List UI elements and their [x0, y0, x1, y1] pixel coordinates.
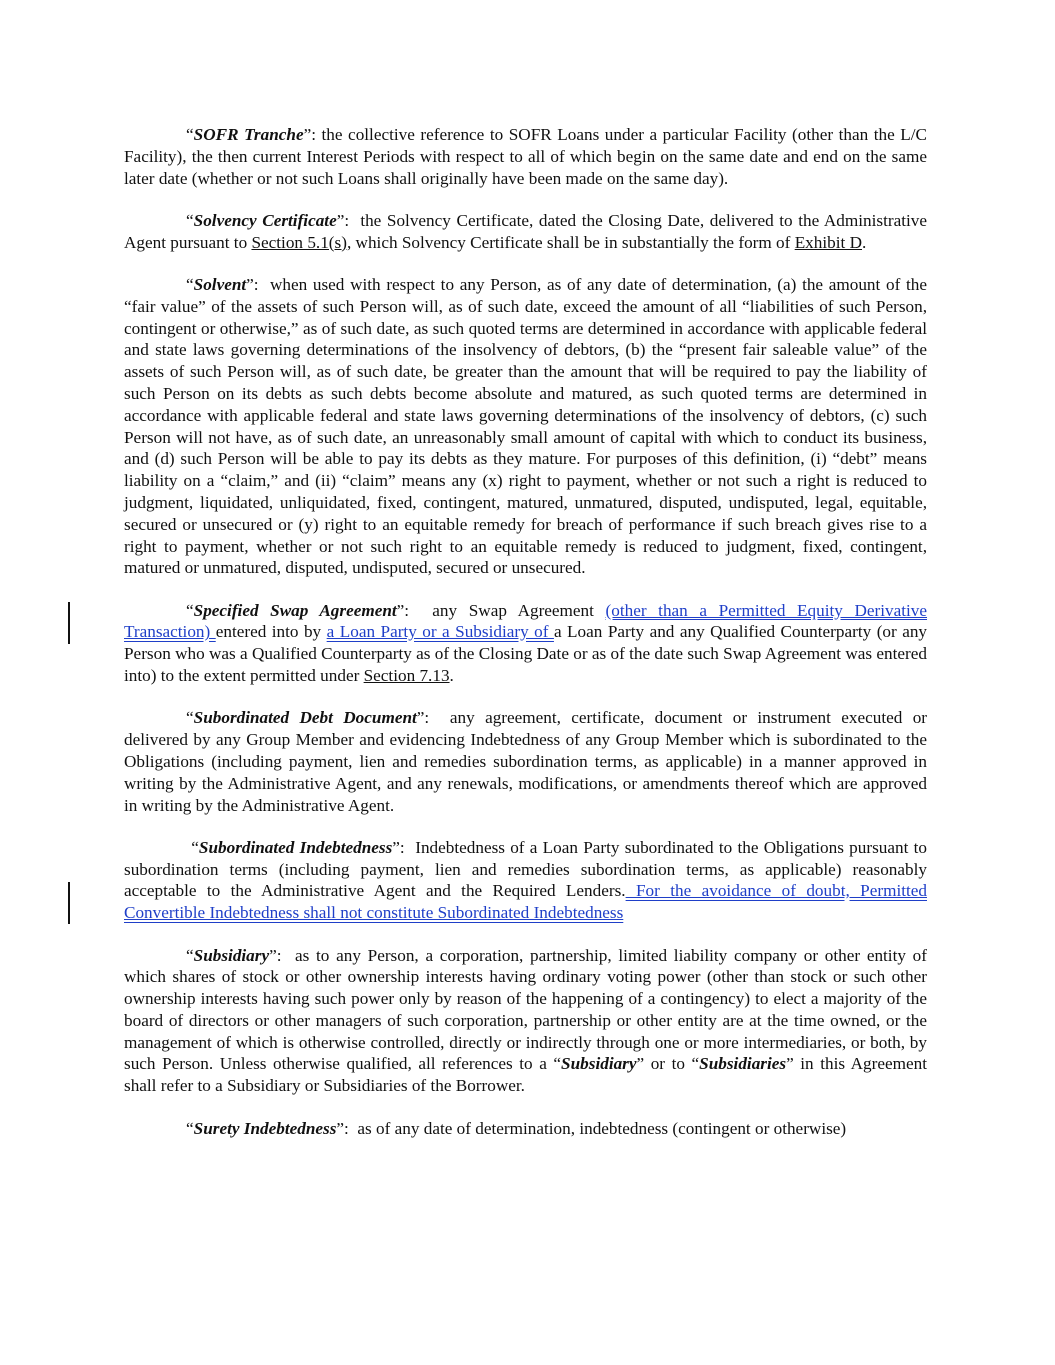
definition-text: when used with respect to any Person, as of any date of determination, (a) the amount of the “fair value” of the assets of such Person will, as of such date, exceed the amount of all “liabilities of such Person, contingent or otherwise,” as of such date, as such quoted terms are determined in accordance with applicable federal and state laws governing determinations of the insolvency of debtors, (b) the “present fair saleable value” of the assets of such Person will, as of such date, be greater than the amount that will be required to pay the liability of such Person on its debts as such debts become absolute and matured, as such quoted terms are determined in accordance with applicable federal and state laws governing determinations of the insolvency of debtors, (c) such Person will not have, as of such date, an unreasonably small amount of capital with which to conduct its business, and (d) such Person will be able to pay its debts as they mature. For purposes of this definition, (i) “debt” means liability on a “claim,” and (ii) “claim” means any (x) right to payment, whether or not such a right is reduced to judgment, liquidated, unliquidated, fixed, contingent, matured, unmatured, disputed, undisputed, legal, equitable, secured or unsecured or (y) right to an equitable remedy for breach of performance if such breach gives rise to a right to payment, whether or not such right to an equitable remedy is reduced to judgment, fixed, contingent, matured or unmatured, disputed, undisputed, secured or unsecured.	[124, 274, 927, 578]
open-quote: “	[186, 837, 199, 857]
definition-subsidiary	[124, 945, 927, 1098]
term-delimiter: ”:	[336, 210, 361, 230]
change-bar	[68, 882, 70, 924]
open-quote: “	[186, 708, 194, 728]
open-quote: “	[186, 210, 194, 230]
document-page	[124, 124, 927, 1160]
definition-text: ” or to “	[636, 1054, 700, 1074]
open-quote: “	[186, 945, 194, 965]
definition-text: as of any date of determination, indebtedness (contingent or otherwise)	[357, 1118, 847, 1138]
definition-text: any Swap Agreement	[432, 600, 606, 620]
term-delimiter: ”:	[396, 600, 433, 620]
term-delimiter: ”:	[416, 708, 450, 728]
inserted-text: For the avoidance of doubt, Permitted Convertible Indebtedness shall not constitute Subordinated Indebtedness	[124, 881, 927, 923]
definition-text: ” in this Agreement shall refer to a Subsidiary or Subsidiaries of the Borrower.	[124, 1054, 927, 1096]
term-delimiter: ”:	[246, 274, 270, 294]
definition-text: as to any Person, a corporation, partnership, limited liability company or other entity of which shares of stock or other ownership interests having ordinary voting power (other than stock or such other ownership interests having such power only by reason of the happening of a contingency) to elect a majority of the board of directors or other managers of such corporation, partnership or other entity are at the time owned, or the management of which is otherwise controlled, directly or indirectly through one or more intermediaries, or both, by such Person. Unless otherwise qualified, all references to a “	[124, 945, 927, 1074]
defined-term: Subsidiary	[561, 1054, 637, 1074]
definition-text: , which Solvency Certificate shall be in substantially the form of	[346, 232, 795, 252]
definition-text: the collective reference to SOFR Loans under a particular Facility (other than the L/C Facility), the then current Interest Periods with respect to all of which begin on the same date and end on the same later date (whether or not such Loans shall originally have been made on the same day).	[124, 125, 927, 188]
definition-surety-indebtedness	[124, 1118, 927, 1140]
defined-term: Subordinated Debt Document	[193, 708, 417, 728]
definition-text: .	[449, 666, 454, 686]
definition-text: a Loan Party and any Qualified Counterparty (or any Person who was a Qualified Counterparty as of the Closing Date or as of the date such Swap Agreement was entered into) to the extent permitted under	[124, 622, 928, 686]
defined-term: Subsidiary	[193, 945, 270, 965]
change-bar	[68, 602, 70, 644]
exhibit-reference: Exhibit D	[794, 232, 863, 252]
defined-term: Surety Indebtedness	[193, 1118, 337, 1138]
definition-text: the Solvency Certificate, dated the Closing Date, delivered to the Administrative Agent pursuant to	[124, 210, 927, 252]
defined-term: Subordinated Indebtedness	[198, 837, 393, 857]
definition-text: .	[862, 232, 867, 252]
defined-term: Subsidiaries	[699, 1054, 787, 1074]
open-quote: “	[186, 125, 194, 144]
open-quote: “	[186, 600, 194, 620]
definition-solvency-certificate	[124, 210, 927, 254]
open-quote: “	[186, 1118, 194, 1138]
section-reference: Section 5.1(s)	[251, 232, 347, 252]
inserted-text: a Loan Party or a Subsidiary of	[326, 622, 554, 642]
definition-subordinated-indebtedness	[124, 837, 927, 924]
term-delimiter: ”:	[336, 1118, 358, 1138]
term-delimiter: ”:	[303, 125, 322, 144]
definition-text: any agreement, certificate, document or instrument executed or delivered by any Group Member and evidencing Indebtedness of any Group Member which is subordinated to the Obligations (including payment, lien and remedies subordination terms, as applicable) in a manner approved in writing by the Administrative Agent, and any renewals, modifications, or amendments thereof which are approved in writing by the Administrative Agent.	[124, 708, 928, 815]
definition-solvent	[124, 274, 927, 579]
definition-text: entered into by	[215, 622, 327, 642]
definition-specified-swap-agreement	[124, 600, 927, 687]
defined-term: SOFR Tranche	[193, 125, 304, 144]
section-reference: Section 7.13	[363, 666, 450, 686]
defined-term: Solvent	[193, 274, 247, 294]
definition-sofr-tranche	[124, 124, 927, 189]
inserted-text: (other than a Permitted Equity Derivative Transaction)	[124, 600, 928, 642]
open-quote: “	[186, 274, 194, 294]
term-delimiter: ”:	[392, 837, 416, 857]
definition-text: Indebtedness of a Loan Party subordinated to the Obligations pursuant to subordination terms (including payment, lien and remedies subordination terms, as applicable) reasonably acceptable to the Administrative Agent and the Required Lenders.	[124, 837, 927, 901]
defined-term: Specified Swap Agreement	[193, 600, 397, 620]
term-delimiter: ”:	[269, 945, 295, 965]
defined-term: Solvency Certificate	[193, 210, 337, 230]
definition-subordinated-debt-document	[124, 707, 927, 816]
